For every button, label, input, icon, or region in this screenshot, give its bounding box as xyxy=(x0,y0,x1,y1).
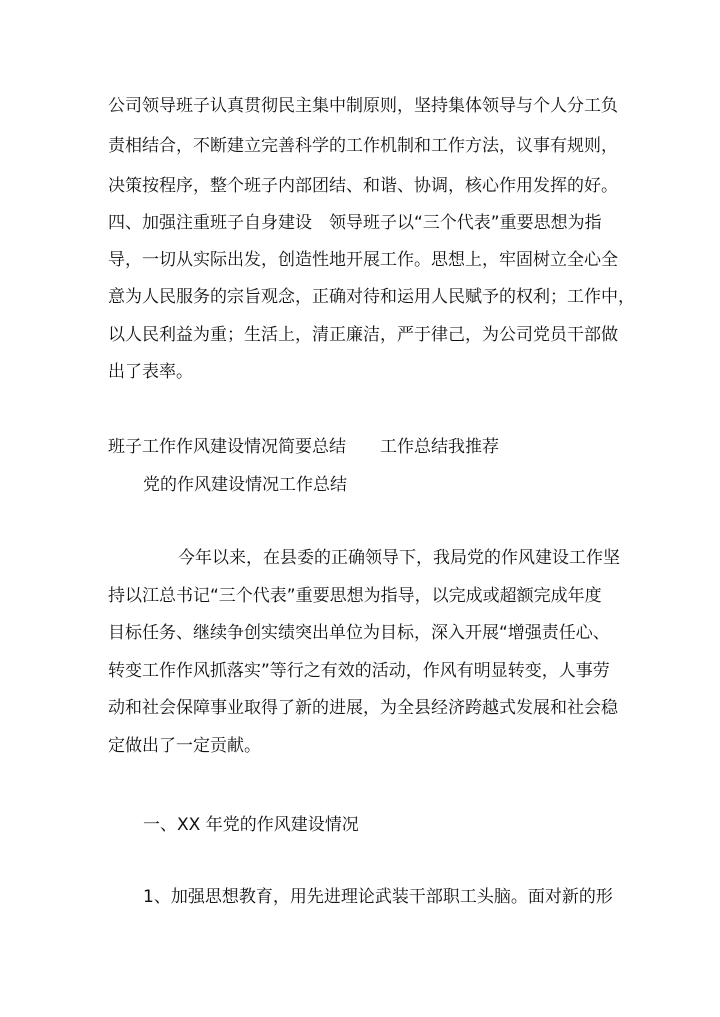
text-line: 决策按程序，整个班子内部团结、和谐、协调，核心作用发挥的好。 xyxy=(108,176,618,196)
text-line: 目标任务、继续争创实绩突出单位为目标，深入开展“增强责任心、 xyxy=(108,623,610,643)
article-title: 党的作风建设情况工作总结 xyxy=(143,475,347,495)
text-line: 以人民利益为重；生活上，清正廉洁，严于律己，为公司党员干部做 xyxy=(108,325,618,345)
text-line: 四、加强注重班子自身建设 领导班子以“三个代表”重要思想为指 xyxy=(108,213,602,233)
text-line: 导，一切从实际出发，创造性地开展工作。思想上，牢固树立全心全 xyxy=(108,250,618,270)
text-line: 动和社会保障事业取得了新的进展，为全县经济跨越式发展和社会稳 xyxy=(108,698,618,718)
related-link-2[interactable]: 工作总结我推荐 xyxy=(380,437,499,457)
section-heading: 一、XX 年党的作风建设情况 xyxy=(143,815,359,835)
text-line: 定做出了一定贡献。 xyxy=(108,736,261,756)
text-line: 持以江总书记“三个代表”重要思想为指导，以完成或超额完成年度 xyxy=(108,586,602,606)
subsection-line: 1、加强思想教育，用先进理论武装干部职工头脑。面对新的形 xyxy=(143,887,613,907)
related-link-1[interactable]: 班子工作作风建设情况简要总结 xyxy=(108,437,346,457)
text-line: 出了表率。 xyxy=(108,362,193,382)
text-line: 今年以来，在县委的正确领导下，我局党的作风建设工作坚 xyxy=(178,548,620,568)
text-line: 公司领导班子认真贯彻民主集中制原则，坚持集体领导与个人分工负 xyxy=(108,96,618,116)
text-line: 责相结合，不断建立完善科学的工作机制和工作方法，议事有规则， xyxy=(108,136,618,156)
text-line: 转变工作作风抓落实”等行之有效的活动，作风有明显转变，人事劳 xyxy=(108,661,610,681)
text-line: 意为人民服务的宗旨观念，正确对待和运用人民赋予的权利；工作中， xyxy=(108,287,635,307)
